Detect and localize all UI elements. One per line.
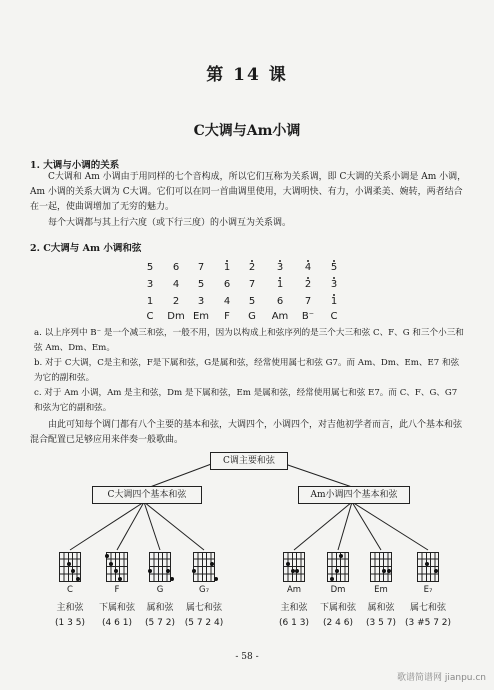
fretboard-grid [193, 552, 215, 582]
finger-dot [76, 577, 80, 581]
finger-dot [330, 577, 334, 581]
tree-root-box: C调主要和弦 [210, 452, 288, 470]
chord-notes: (5 7 2 4) [184, 618, 224, 628]
chord-name: C [67, 585, 73, 595]
finger-dot [335, 569, 339, 573]
chord-function: 下属和弦 [319, 603, 356, 613]
finger-dot [148, 569, 152, 573]
chord-function: 属和弦 [367, 603, 395, 613]
note-c: c. 对于 Am 小调，Am 是主和弦，Dm 是下属和弦，Em 是属和弦，经常使用属七和弦 E7。而 C、F、G、G7 和弦为它的副和弦。 [34, 388, 458, 413]
chord-name: Am [286, 585, 302, 595]
chord-notes: (4 6 1) [102, 618, 132, 628]
chord-diagram [59, 552, 81, 582]
fretboard-grid [417, 552, 439, 582]
row4-cell: C [146, 311, 154, 322]
tree-major-box: C大调四个基本和弦 [92, 486, 202, 504]
tree-minor-box: Am小调四个基本和弦 [298, 486, 410, 504]
note-b: b. 对于 C大调，C是主和弦，F是下属和弦，G是属和弦，经常使用属七和弦 G7。而 Am、Dm、Em、E7 和弦为它的副和弦。 [34, 358, 460, 383]
row2-cell: 4 [172, 279, 180, 290]
finger-dot [291, 569, 295, 573]
row2-cell: 3 [330, 279, 338, 290]
row2-cell: 2 [304, 279, 312, 290]
finger-dot [105, 554, 109, 558]
chord-notes: (3 5 7) [366, 618, 396, 628]
chord-function: 属七和弦 [409, 603, 446, 613]
chord-function: 下属和弦 [98, 603, 135, 613]
chord-name: E₇ [423, 585, 433, 595]
row2-cell: 5 [197, 279, 205, 290]
section2-heading: 2. C大调与 Am 小调和弦 [30, 243, 142, 254]
fretboard-grid [106, 552, 128, 582]
row1-cell: 6 [172, 262, 180, 273]
row3-cell: 3 [197, 296, 205, 307]
finger-dot [118, 577, 122, 581]
chord-diagram [149, 552, 171, 582]
row1-cell: 4 [304, 262, 312, 273]
fretboard-grid [149, 552, 171, 582]
section-title: C大调与Am小调 [193, 123, 301, 139]
chord-name: G [156, 585, 164, 595]
row3-cell: 7 [304, 296, 312, 307]
chord-notes: (1 3 5) [55, 618, 85, 628]
chord-name: G₇ [199, 585, 209, 595]
chord-function: 属和弦 [146, 603, 174, 613]
finger-dot [170, 577, 174, 581]
row1-cell: 5 [146, 262, 154, 273]
row2-cell: 3 [146, 279, 154, 290]
finger-dot [425, 562, 429, 566]
chord-diagram [327, 552, 349, 582]
fretboard-grid [283, 552, 305, 582]
row2-cell: 7 [248, 279, 256, 290]
lesson-title: 第 14 课 [206, 65, 288, 85]
row2-cell: 1 [276, 279, 284, 290]
chord-name: Em [374, 585, 388, 595]
finger-dot [286, 562, 290, 566]
finger-dot [434, 569, 438, 573]
finger-dot [67, 562, 71, 566]
row1-cell: 3 [276, 262, 284, 273]
row3-cell: 6 [276, 296, 284, 307]
chord-notes: (6 1 3) [279, 618, 309, 628]
section1-paragraph-2-text: 每个大调都与其上行六度（或下行三度）的小调互为关系调。 [48, 218, 292, 228]
row3-cell: 1 [146, 296, 154, 307]
chord-notes: (3 #5 7 2) [404, 618, 452, 628]
row3-cell: 1 [330, 296, 338, 307]
page-number: - 58 - [235, 652, 259, 662]
row4-cell: Dm [167, 311, 185, 322]
watermark: 歌谱简谱网 jianpu.cn [396, 673, 486, 683]
chord-function: 主和弦 [56, 603, 84, 613]
finger-dot [166, 569, 170, 573]
section1-heading: 1. 大调与小调的关系 [30, 160, 120, 171]
chord-notes: (5 7 2) [145, 618, 175, 628]
row2-cell: 6 [223, 279, 231, 290]
row4-cell: F [224, 311, 230, 322]
chord-diagram [283, 552, 305, 582]
chord-function: 主和弦 [280, 603, 308, 613]
finger-dot [387, 569, 391, 573]
chord-function: 属七和弦 [185, 603, 222, 613]
row3-cell: 5 [248, 296, 256, 307]
row3-cell: 4 [223, 296, 231, 307]
chord-notes: (2 4 6) [323, 618, 353, 628]
row4-cell: Am [271, 311, 289, 322]
fretboard-grid [370, 552, 392, 582]
summary-text: 由此可知每个调门都有八个主要的基本和弦，大调四个，小调四个，对吉他初学者而言，此八个基本和弦混合配置已足够应用来伴奏一般歌曲。 [30, 420, 463, 445]
row4-cell: G [248, 311, 256, 322]
chord-name: F [114, 585, 120, 595]
finger-dot [214, 577, 218, 581]
finger-dot [192, 569, 196, 573]
section1-paragraph-text: C大调和 Am 小调由于用同样的七个音构成，所以它们互称为关系调，即 C大调的关系小调是 Am 小调，Am 小调的关系大调为 C大调。它们可以在同一首曲调里使用，大调明快、有力，小调柔美、婉转，两者结合在一起，使曲调增加了无穷的魅力。 [30, 172, 467, 212]
chord-name: Dm [330, 585, 346, 595]
row3-cell: 2 [172, 296, 180, 307]
finger-dot [210, 562, 214, 566]
row1-cell: 1 [223, 262, 231, 273]
row1-cell: 2 [248, 262, 256, 273]
chord-diagram [370, 552, 392, 582]
finger-dot [114, 569, 118, 573]
row4-cell: Em [192, 311, 210, 322]
row4-cell: B⁻ [301, 311, 315, 322]
row4-cell: C [330, 311, 338, 322]
finger-dot [109, 562, 113, 566]
chord-diagram [193, 552, 215, 582]
note-a: a. 以上序列中 B⁻ 是一个减三和弦，一般不用，因为以构成上和弦序列的是三个大三和弦 C、F、G 和三个小三和弦 Am、Dm、Em。 [34, 328, 464, 353]
chord-diagram [106, 552, 128, 582]
row1-cell: 7 [197, 262, 205, 273]
row1-cell: 5 [330, 262, 338, 273]
chord-diagram [417, 552, 439, 582]
